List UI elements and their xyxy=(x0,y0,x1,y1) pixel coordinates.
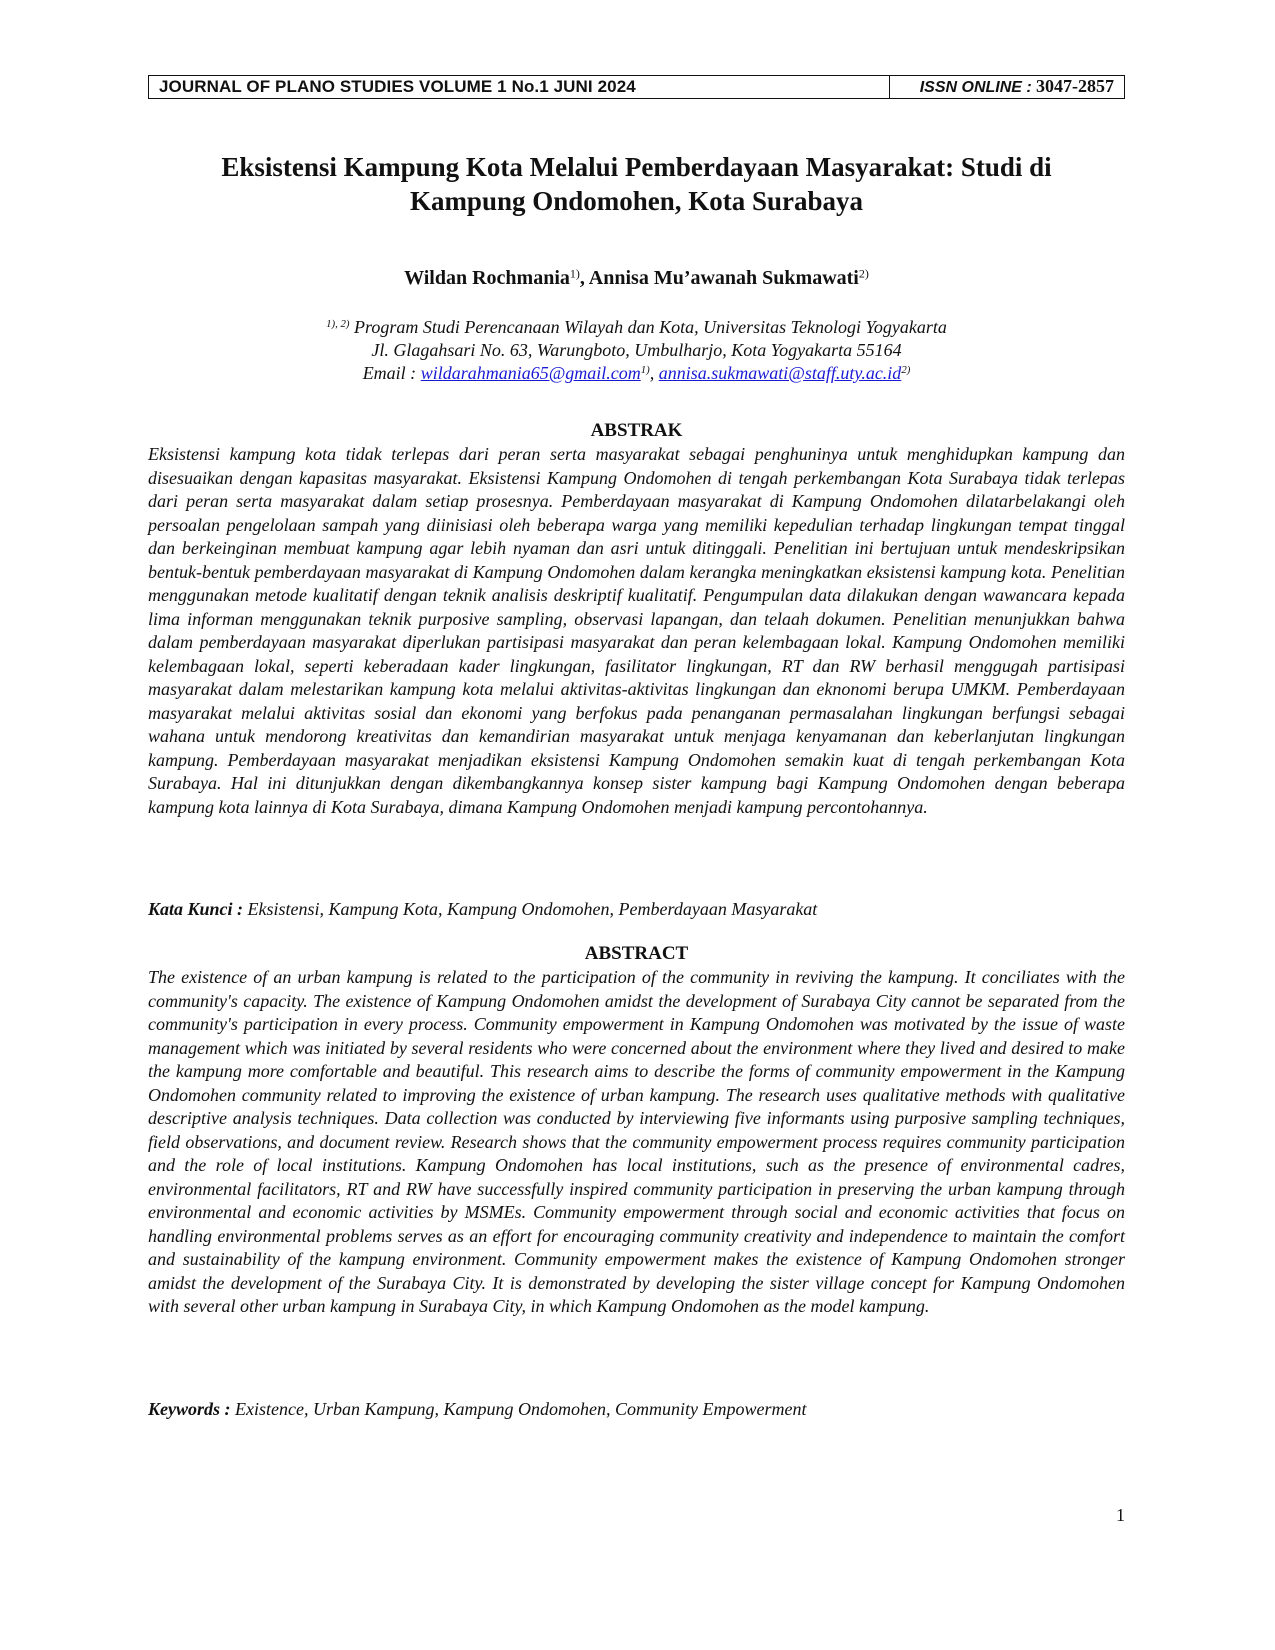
abstrak-heading: ABSTRAK xyxy=(590,420,683,441)
kata-kunci-values: Eksistensi, Kampung Kota, Kampung Ondomohen, Pemberdayaan Masyarakat xyxy=(247,899,818,919)
page-number: 1 xyxy=(1116,1505,1125,1525)
issn-label: ISSN ONLINE : xyxy=(919,79,1032,96)
keywords-label: Keywords : xyxy=(148,1399,235,1419)
author-2: Annisa Mu’awanah Sukmawati xyxy=(588,267,859,289)
abstrak-text: Eksistensi kampung kota tidak terlepas dari peran serta masyarakat sebagai penghuninya untuk menghidupkan kampung dan disesuaikan dengan kapasitas masyarakat. Eksistensi Kampung Ondomohen di tengah perkembangan Kota Surabaya tidak terlepas dari peran serta masyarakat dalam setiap prosesnya. Pemberdayaan masyarakat di Kampung Ondomohen dilatarbelakangi oleh persoalan pengelolaan sampah yang diinisiasi oleh beberapa warga yang memiliki kepedulian terhadap lingkungan tempat tinggal dan berkeinginan membuat kampung agar lebih nyaman dan asri untuk ditinggali. Penelitian ini bertujuan untuk mendeskripsikan bentuk-bentuk pemberdayaan masyarakat di Kampung Ondomohen dalam kerangka meningkatkan eksistensi kampung kota. Penelitian menggunakan metode kualitatif dengan teknik analisis deskriptif kualitatif. Pengumpulan data dilakukan dengan wawancara kepada lima informan menggunakan teknik purposive sampling, observasi lapangan, dan telaah dokumen. Penelitian menunjukkan bahwa dalam pemberdayaan masyarakat diperlukan partisipasi masyarakat dan peran kelembagaan lokal. Kampung Ondomohen memiliki kelembagaan lokal, seperti keberadaan kader lingkungan, fasilitator lingkungan, RT dan RW berhasil menggugah partisipasi masyarakat dalam melestarikan kampung kota melalui aktivitas-aktivitas lingkungan dan eknonomi berupa UMKM. Pemberdayaan masyarakat melalui aktivitas sosial dan ekonomi yang berfokus pada penanganan permasalahan lingkungan berfungsi sebagai wahana untuk mendorong kreativitas dan kemandirian masyarakat untuk menjaga kenyamanan dan keberlanjutan lingkungan kampung. Pemberdayaan masyarakat menjadikan eksistensi Kampung Ondomohen semakin kuat di tengah perkembangan Kota Surabaya. Hal ini ditunjukkan dengan dikembangkannya konsep sister kampung bagi Kampung Ondomohen dengan beberapa kampung kota lainnya di Kota Surabaya, dimana Kampung Ondomohen menjadi kampung percontohannya. xyxy=(148,444,1125,817)
email-separator: , xyxy=(649,363,659,383)
author-1: Wildan Rochmania xyxy=(404,267,570,289)
email-link-1[interactable]: wildarahmania65@gmail.com xyxy=(420,363,641,383)
affiliation-address: Jl. Glagahsari No. 63, Warungboto, Umbulharjo, Kota Yogyakarta 55164 xyxy=(371,340,902,360)
keywords-values: Existence, Urban Kampung, Kampung Ondomohen, Community Empowerment xyxy=(235,1399,807,1419)
issn-number: 3047-2857 xyxy=(1036,76,1114,96)
paper-title xyxy=(148,150,1125,218)
journal-header xyxy=(148,75,1125,99)
affiliation-institution-line xyxy=(148,316,1125,339)
email-2-mark: 2) xyxy=(901,364,911,377)
affiliation-block xyxy=(148,316,1125,385)
email-1-mark: 1) xyxy=(640,364,650,377)
author-1-affiliation-mark: 1) xyxy=(569,266,580,281)
abstract-text: The existence of an urban kampung is related to the participation of the community in reviving the kampung. It conciliates with the community's capacity. The existence of Kampung Ondomohen amidst the development of Surabaya City cannot be separated from the community's participation in every process. Community empowerment in Kampung Ondomohen was motivated by the issue of waste management which was initiated by several residents who were concerned about the environment where they lived and desired to make the kampung more comfortable and beautiful. This research aims to describe the forms of community empowerment in the Kampung Ondomohen community related to improving the existence of urban kampung. The research uses qualitative methods with qualitative descriptive analysis techniques. Data collection was conducted by interviewing five informants using purposive sampling techniques, field observations, and document review. Research shows that the community empowerment process requires community participation and the role of local institutions. Kampung Ondomohen has local institutions, such as the presence of environmental cadres, environmental facilitators, RT and RW have successfully inspired community participation in preserving the urban kampung through environmental and economic activities by MSMEs. Community empowerment through social and economic activities that focus on handling environmental problems serves as an effort for encouraging community creativity and independence to maintain the comfort and sustainability of the kampung environment. Community empowerment makes the existence of Kampung Ondomohen stronger amidst the development of the Surabaya City. It is demonstrated by developing the sister village concept for Kampung Ondomohen with several other urban kampung in Surabaya City, in which Kampung Ondomohen as the model kampung. xyxy=(148,967,1125,1316)
kata-kunci-line xyxy=(148,898,1125,921)
author-list xyxy=(148,265,1125,291)
kata-kunci-label: Kata Kunci : xyxy=(148,899,248,919)
affiliation-institution: Program Studi Perencanaan Wilayah dan Kota, Universitas Teknologi Yogyakarta xyxy=(354,317,947,337)
abstract-heading: ABSTRACT xyxy=(584,943,689,964)
email-label: Email : xyxy=(362,363,421,383)
email-line xyxy=(148,362,1125,385)
email-link-2[interactable]: annisa.sukmawati@staff.uty.ac.id xyxy=(658,363,902,383)
author-2-affiliation-mark: 2) xyxy=(858,266,869,281)
journal-name: JOURNAL OF PLANO STUDIES VOLUME 1 No.1 JUNI 2024 xyxy=(159,77,636,96)
author-separator: , xyxy=(579,267,589,289)
keywords-line xyxy=(148,1398,1125,1421)
affiliation-mark: 1), 2) xyxy=(326,318,350,331)
issn-box xyxy=(889,76,1124,98)
title-line-1: Eksistensi Kampung Kota Melalui Pemberdayaan Masyarakat: Studi di xyxy=(221,152,1052,182)
title-line-2: Kampung Ondomohen, Kota Surabaya xyxy=(409,186,864,216)
